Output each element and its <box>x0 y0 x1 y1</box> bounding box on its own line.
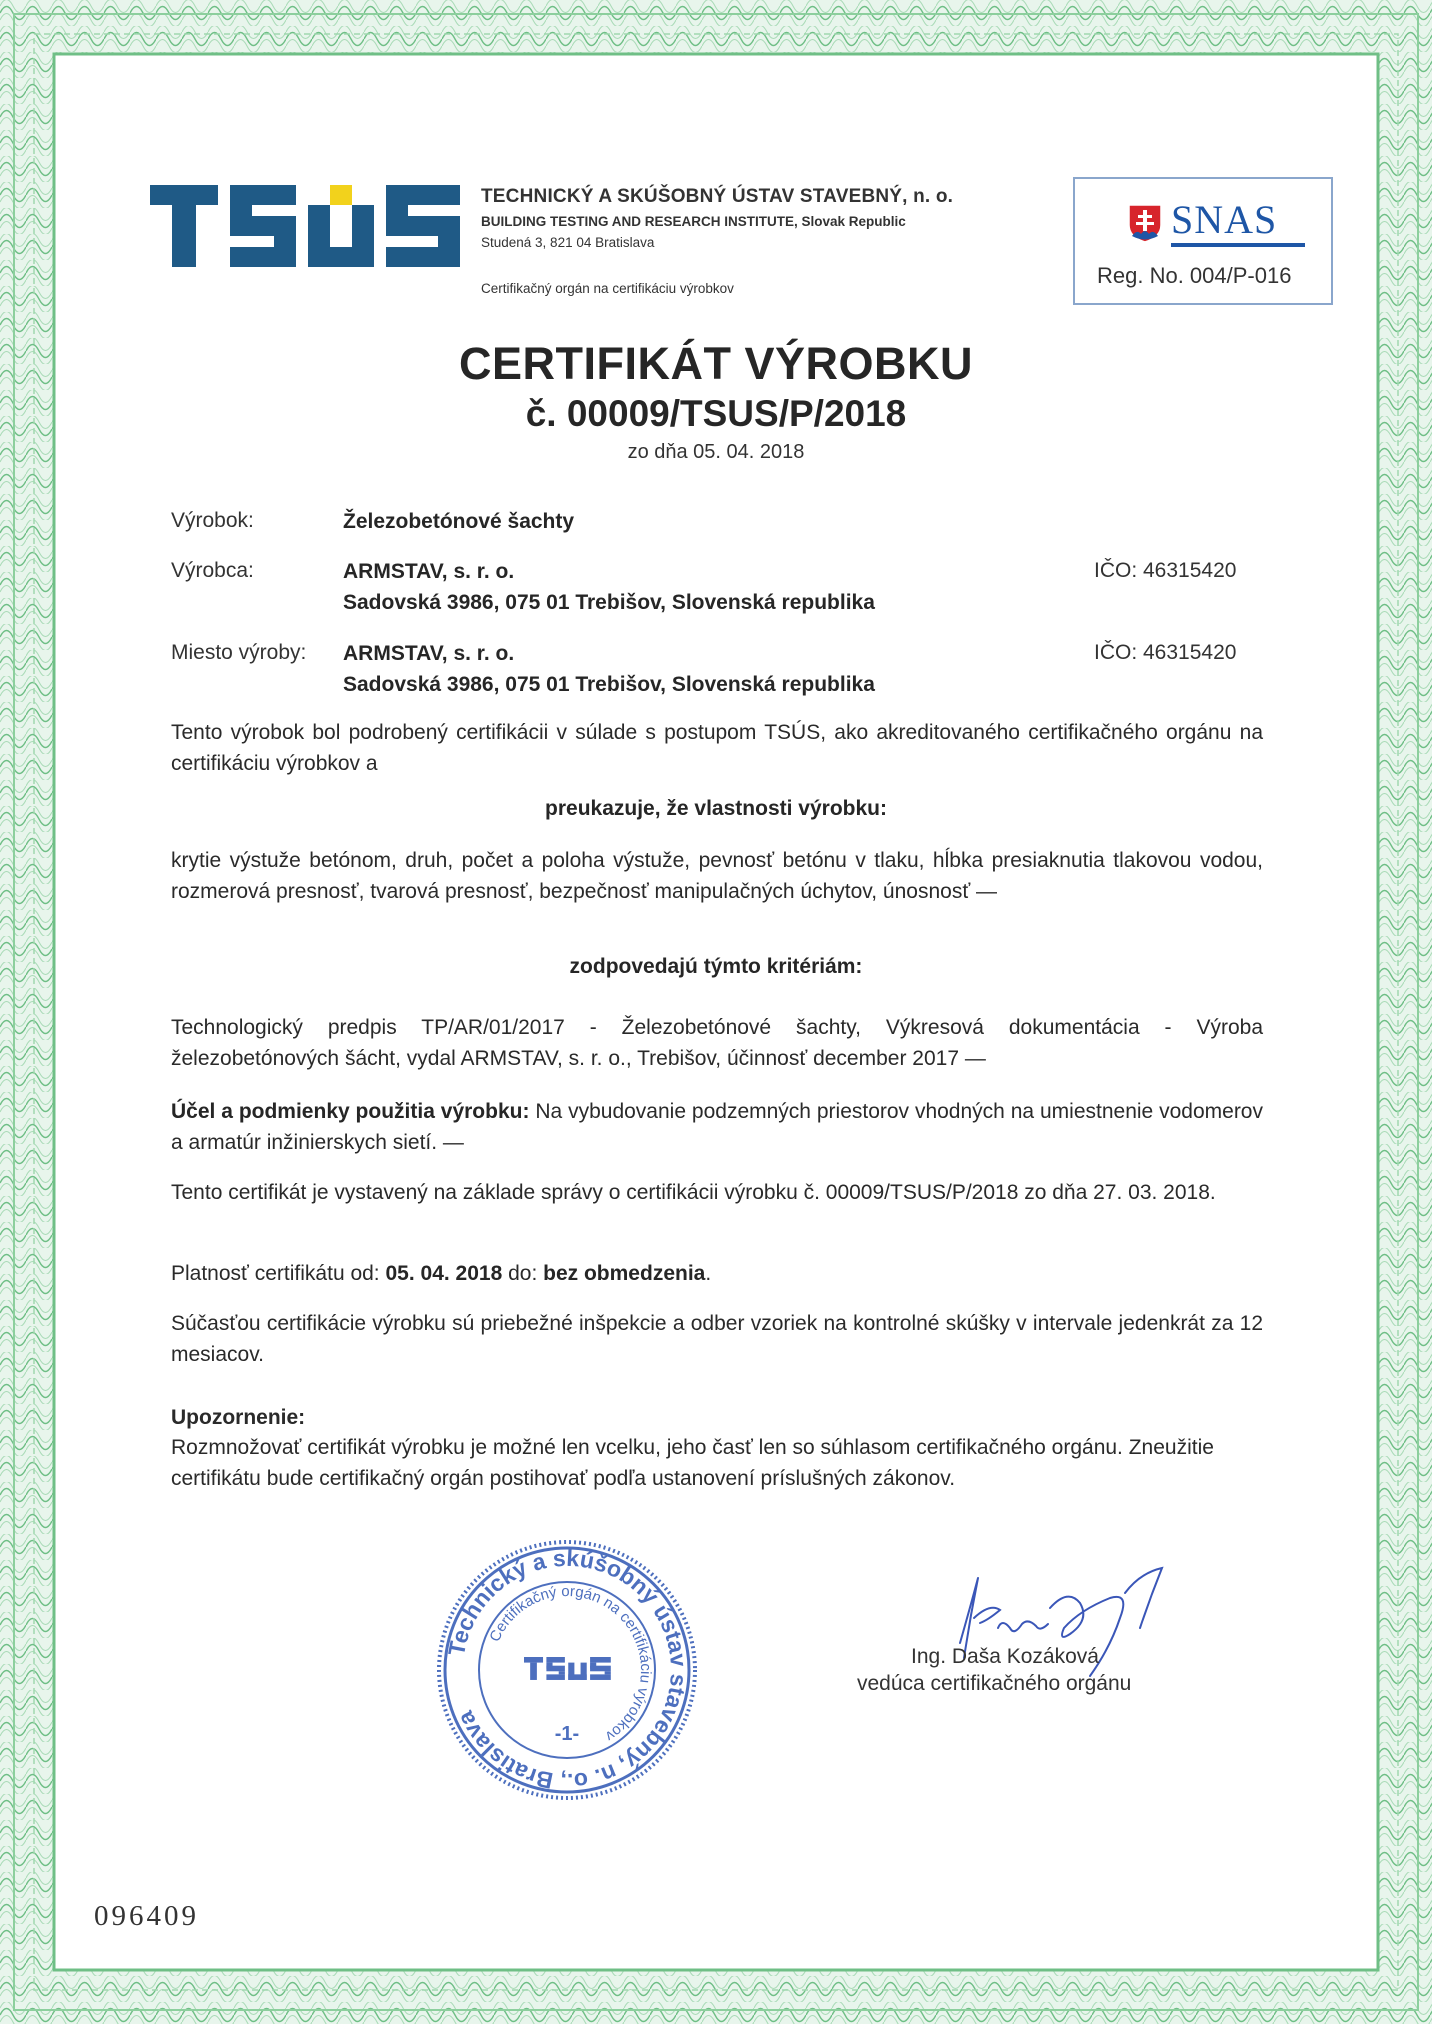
purpose-text: Na vybudovanie podzemných priestorov vhodných na umiestnenie vodomerov a armatúr inžinierskych sietí. — <box>171 1100 1263 1154</box>
institute-name-english: BUILDING TESTING AND RESEARCH INSTITUTE, Slovak Republic <box>481 214 906 229</box>
official-stamp <box>432 1535 702 1805</box>
manufacturer-name: ARMSTAV, s. r. o. <box>343 560 515 583</box>
snas-logo-text: SNAS <box>1171 197 1278 242</box>
stamp-inner-text: Certifikačný orgán na certifikáciu výrobkov <box>486 1582 655 1745</box>
validity-from-label: Platnosť certifikátu od: <box>171 1262 386 1285</box>
signatory-role: vedúca certifikačného orgánu <box>857 1672 1132 1695</box>
validity-end: . <box>705 1262 712 1285</box>
validity-to-label: do: <box>502 1262 544 1285</box>
certificate-number: č. 00009/TSUS/P/2018 <box>525 393 907 434</box>
production-place-value <box>343 638 875 700</box>
proves-heading: preukazuje, že vlastnosti výrobku: <box>545 797 887 820</box>
manufacturer-ico: IČO: 46315420 <box>1094 559 1237 582</box>
production-place-address: Sadovská 3986, 075 01 Trebišov, Slovenská republika <box>343 673 875 696</box>
purpose-paragraph <box>171 1096 1263 1158</box>
stamp-ring-text: Technický a skúšobný ústav stavebný, n. o., Bratislava <box>442 1544 693 1796</box>
note-text: Rozmnožovať certifikát výrobku je možné len vcelku, jeho časť len so súhlasom certifikačného orgánu. Zneužitie certifikátu bude certifikačný orgán postihovať podľa ustanovení príslušných zákonov. <box>171 1436 1214 1490</box>
serial-number: 096409 <box>94 1900 199 1932</box>
certificate-date: zo dňa 05. 04. 2018 <box>627 441 805 463</box>
certification-body-label: Certifikačný orgán na certifikáciu výrobkov <box>481 281 734 296</box>
product-label: Výrobok: <box>171 509 254 532</box>
intro-paragraph: Tento výrobok bol podrobený certifikácii v súlade s postupom TSÚS, ako akreditovaného certifikačného orgánu na certifikáciu výrobkov a <box>171 721 1263 775</box>
snas-accreditation-box <box>1073 177 1333 305</box>
stamp-number: -1- <box>554 1723 580 1745</box>
production-place-ico: IČO: 46315420 <box>1094 641 1237 664</box>
manufacturer-address: Sadovská 3986, 075 01 Trebišov, Slovenská republika <box>343 591 875 614</box>
validity-from-date: 05. 04. 2018 <box>385 1262 503 1285</box>
properties-paragraph: krytie výstuže betónom, druh, počet a poloha výstuže, pevnosť betónu v tlaku, hĺbka presiaknutia tlakovou vodou, rozmerová presnosť, tvarová presnosť, bezpečnosť manipulačných úchytov, únosnosť — <box>171 849 1263 903</box>
production-place-label: Miesto výroby: <box>171 641 307 664</box>
note-title: Upozornenie: <box>171 1406 306 1429</box>
institute-name: TECHNICKÝ A SKÚŠOBNÝ ÚSTAV STAVEBNÝ, n. o. <box>481 186 954 207</box>
validity-paragraph <box>171 1258 1263 1289</box>
production-place-name: ARMSTAV, s. r. o. <box>343 642 515 665</box>
criteria-heading: zodpovedajú týmto kritériám: <box>569 955 863 978</box>
product-value: Železobetónové šachty <box>343 510 575 533</box>
snas-underline <box>1171 243 1305 247</box>
purpose-label: Účel a podmienky použitia výrobku: <box>171 1100 530 1123</box>
slovak-coat-of-arms-icon <box>1125 203 1165 243</box>
criteria-paragraph: Technologický predpis TP/AR/01/2017 - Železobetónové šachty, Výkresová dokumentácia - Výroba železobetónových šácht, vydal ARMSTAV, s. r. o., Trebišov, účinnosť december 2017 — <box>171 1016 1263 1070</box>
certificate-title: CERTIFIKÁT VÝROBKU <box>459 338 973 389</box>
validity-to-value: bez obmedzenia <box>543 1262 706 1285</box>
manufacturer-value <box>343 556 875 618</box>
inspection-paragraph: Súčasťou certifikácie výrobku sú priebežné inšpekcie a odber vzoriek na kontrolné skúšky v intervale jedenkrát za 12 mesiacov. <box>171 1312 1263 1366</box>
tsus-logo <box>150 185 460 267</box>
institute-address: Studená 3, 821 04 Bratislava <box>481 235 655 250</box>
basis-paragraph: Tento certifikát je vystavený na základe správy o certifikácii výrobku č. 00009/TSUS/P/2018 zo dňa 27. 03. 2018. <box>171 1181 1216 1204</box>
manufacturer-label: Výrobca: <box>171 559 254 582</box>
snas-registration-number: Reg. No. 004/P-016 <box>1097 263 1292 288</box>
signatory-name: Ing. Daša Kozáková <box>911 1645 1099 1668</box>
